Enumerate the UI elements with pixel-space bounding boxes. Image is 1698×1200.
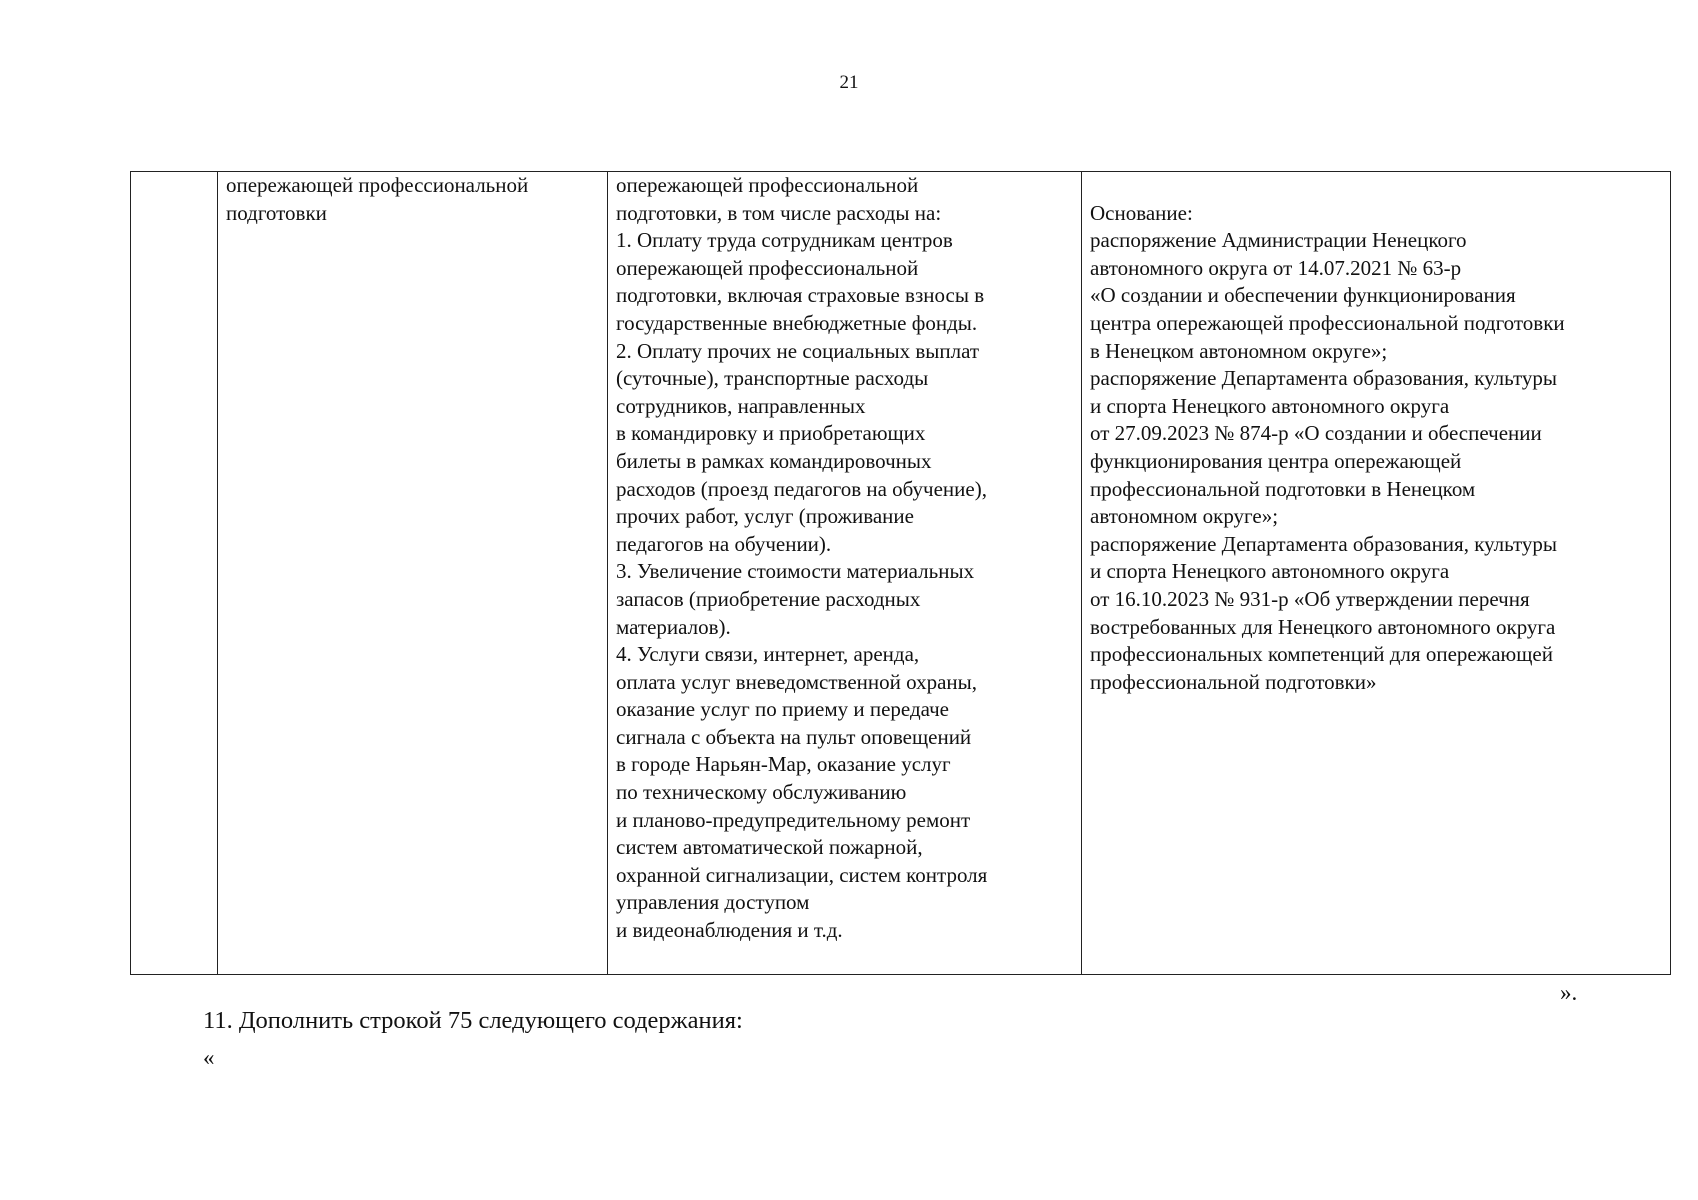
costs-line: (суточные), транспортные расходы: [616, 366, 929, 391]
costs-line: охранной сигнализации, систем контроля: [616, 862, 988, 887]
basis-line: распоряжение Департамента образования, культуры: [1090, 531, 1557, 556]
costs-line: по техническому обслуживанию: [616, 780, 907, 805]
basis-line: функционирования центра опережающей: [1090, 448, 1462, 473]
basis-line: от 27.09.2023 № 874-р «О создании и обеспечении: [1090, 421, 1542, 446]
costs-line: 4. Услуги связи, интернет, аренда,: [616, 642, 920, 667]
name-line: опережающей профессиональной: [226, 173, 529, 197]
page-number: 21: [839, 72, 859, 93]
basis-line: распоряжение Департамента образования, культуры: [1090, 366, 1557, 391]
costs-line: сигнала с объекта на пульт оповещений: [616, 724, 972, 749]
legal-basis-cell: [1082, 172, 1671, 975]
costs-line: опережающей профессиональной: [616, 255, 919, 280]
costs-line: 1. Оплату труда сотрудникам центров: [616, 228, 953, 253]
basis-line: в Ненецком автономном округе»;: [1090, 338, 1388, 363]
opening-quote: «: [203, 1045, 215, 1070]
costs-line: подготовки, включая страховые взносы в: [616, 283, 985, 308]
basis-line: от 16.10.2023 № 931-р «Об утверждении перечня: [1090, 586, 1530, 611]
costs-line: сотрудников, направленных: [616, 393, 866, 418]
item-name-cell: [218, 172, 608, 975]
basis-line: Основание:: [1090, 200, 1193, 225]
basis-line: профессиональной подготовки в Ненецком: [1090, 476, 1476, 501]
row-number-cell: [131, 172, 218, 975]
costs-line: педагогов на обучении).: [616, 531, 832, 556]
costs-line: систем автоматической пожарной,: [616, 835, 923, 860]
costs-line: запасов (приобретение расходных: [616, 586, 921, 611]
costs-line: в городе Нарьян-Мар, оказание услуг: [616, 752, 951, 777]
name-line: подготовки: [226, 200, 327, 225]
document-table: [130, 171, 1671, 975]
costs-line: опережающей профессиональной: [616, 173, 919, 197]
basis-line: и спорта Ненецкого автономного округа: [1090, 559, 1450, 584]
costs-line: прочих работ, услуг (проживание: [616, 504, 914, 529]
basis-line: востребованных для Ненецкого автономного округа: [1090, 614, 1556, 639]
basis-line: центра опережающей профессиональной подготовки: [1090, 310, 1565, 335]
basis-line: автономном округе»;: [1090, 504, 1279, 529]
costs-line: 2. Оплату прочих не социальных выплат: [616, 338, 980, 363]
costs-line: 3. Увеличение стоимости материальных: [616, 559, 975, 584]
costs-line: и планово-предупредительному ремонт: [616, 807, 971, 832]
basis-line: и спорта Ненецкого автономного округа: [1090, 393, 1450, 418]
costs-line: билеты в рамках командировочных: [616, 448, 932, 473]
amendment-instruction: 11. Дополнить строкой 75 следующего содержания:: [203, 1007, 743, 1034]
costs-line: управления доступом: [616, 890, 810, 915]
basis-line: автономного округа от 14.07.2021 № 63-р: [1090, 255, 1462, 280]
closing-quote: ».: [1560, 980, 1578, 1005]
basis-line: распоряжение Администрации Ненецкого: [1090, 228, 1467, 253]
table-row: [131, 172, 1671, 975]
costs-line: оказание услуг по приему и передаче: [616, 697, 949, 722]
basis-line: профессиональных компетенций для опережающей: [1090, 642, 1553, 667]
costs-line: расходов (проезд педагогов на обучение),: [616, 476, 987, 501]
costs-line: материалов).: [616, 614, 731, 639]
costs-line: и видеонаблюдения и т.д.: [616, 918, 843, 943]
costs-line: государственные внебюджетные фонды.: [616, 310, 978, 335]
costs-line: подготовки, в том числе расходы на:: [616, 200, 942, 225]
costs-line: в командировку и приобретающих: [616, 421, 926, 446]
basis-line: «О создании и обеспечении функционирования: [1090, 283, 1516, 308]
costs-line: оплата услуг вневедомственной охраны,: [616, 669, 978, 694]
expenses-cell: [608, 172, 1082, 975]
basis-line: профессиональной подготовки»: [1090, 669, 1377, 694]
